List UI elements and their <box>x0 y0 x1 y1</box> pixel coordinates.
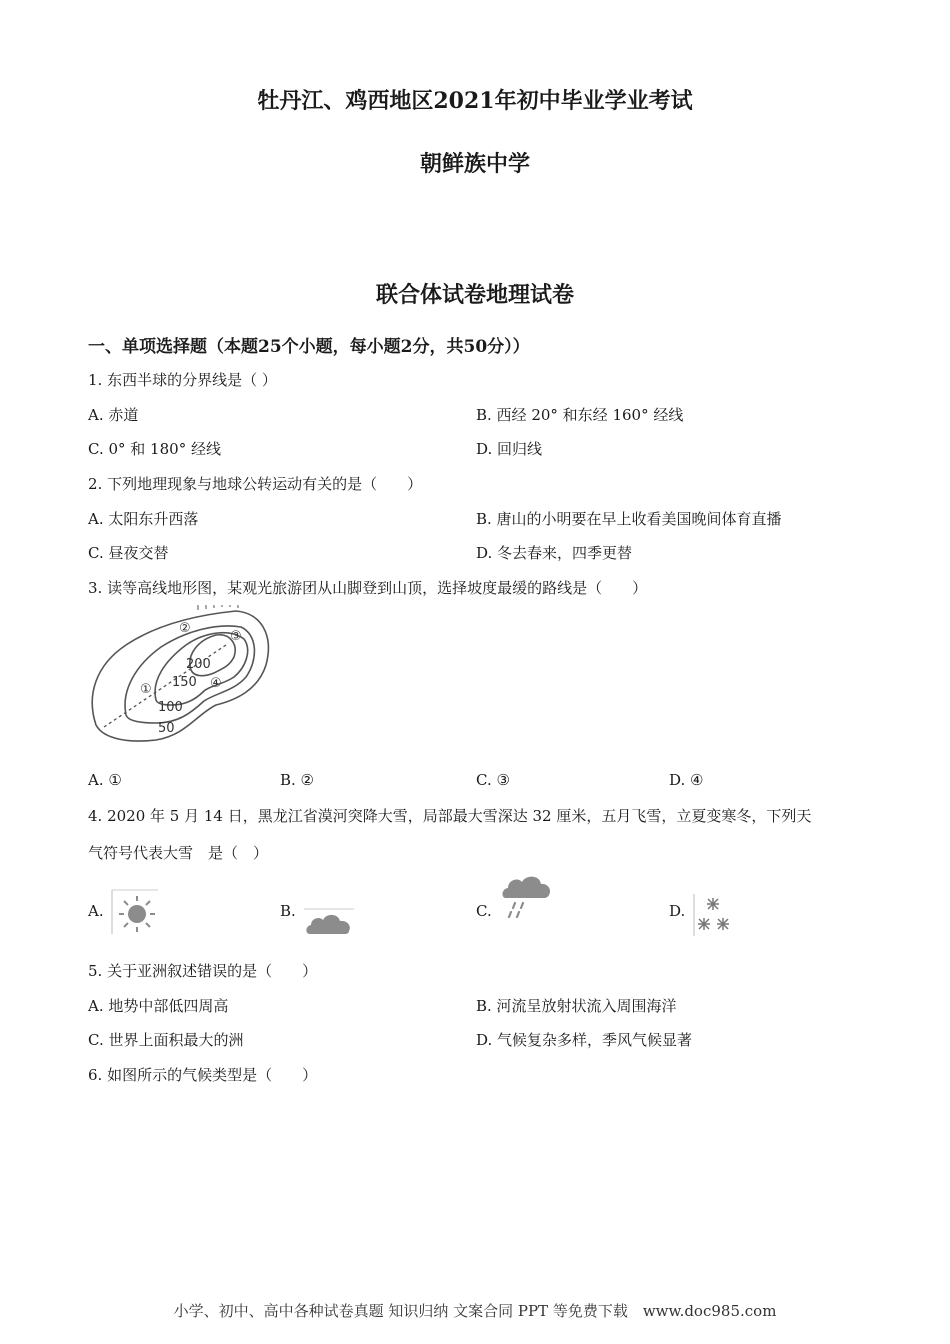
contour-label-150: 150 <box>172 675 197 690</box>
contour-label-200: 200 <box>186 657 211 672</box>
q5-option-a: A. 地势中部低四周高 <box>88 997 229 1015</box>
q5-option-b: B. 河流呈放射状流入周围海洋 <box>476 997 677 1015</box>
section-heading: 一、单项选择题（本题25个小题，每小题2分，共50分）） <box>88 337 530 357</box>
question-4-stem-line2: 气符号代表大雪 是（ ） <box>88 844 269 862</box>
snow-icon <box>692 892 736 938</box>
q2-option-d: D. 冬去春来，四季更替 <box>476 544 633 562</box>
sun-icon <box>110 888 162 936</box>
q4-option-c: C. <box>476 902 492 920</box>
cloud-icon <box>302 905 356 937</box>
q4-option-d: D. <box>669 902 686 920</box>
q3-option-a: A. ① <box>88 771 122 789</box>
school-name: 朝鲜族中学 <box>419 151 530 177</box>
q5-option-d: D. 气候复杂多样，季风气候显著 <box>476 1031 693 1049</box>
q4-option-a: A. <box>88 902 104 920</box>
q5-option-c: C. 世界上面积最大的洲 <box>88 1031 244 1049</box>
footer-text: 小学、初中、高中各种试卷真题 知识归纳 文案合同 PPT 等免费下载 www.doc985.com <box>173 1302 777 1320</box>
paper-title: 联合体试卷地理试卷 <box>375 282 574 308</box>
q1-option-d: D. 回归线 <box>476 440 543 458</box>
contour-map <box>86 605 276 745</box>
route-marker-3: ③ <box>230 629 242 644</box>
q1-option-c: C. 0° 和 180° 经线 <box>88 440 221 458</box>
q3-option-c: C. ③ <box>476 771 510 789</box>
contour-label-100: 100 <box>158 700 183 715</box>
question-2-stem: 2. 下列地理现象与地球公转运动有关的是（ ） <box>88 475 423 493</box>
exam-title: 牡丹江、鸡西地区2021年初中毕业学业考试 <box>257 88 693 114</box>
contour-label-50: 50 <box>158 721 175 736</box>
q2-option-b: B. 唐山的小明要在早上收看美国晚间体育直播 <box>476 510 782 528</box>
q3-option-b: B. ② <box>280 771 315 789</box>
question-3-stem: 3. 读等高线地形图，某观光旅游团从山脚登到山顶，选择坡度最缓的路线是（ ） <box>88 579 648 597</box>
rain-cloud-icon <box>500 872 552 922</box>
q1-option-b: B. 西经 20° 和东经 160° 经线 <box>476 406 684 424</box>
q2-option-a: A. 太阳东升西落 <box>88 510 199 528</box>
q1-option-a: A. 赤道 <box>88 406 139 424</box>
question-4-stem-line1: 4. 2020 年 5 月 14 日，黑龙江省漠河突降大雪，局部最大雪深达 32 厘米，五月飞雪，立夏变寒冬，下列天 <box>88 807 812 825</box>
question-5-stem: 5. 关于亚洲叙述错误的是（ ） <box>88 962 318 980</box>
route-marker-4: ④ <box>210 676 222 691</box>
q4-option-b: B. <box>280 902 296 920</box>
question-1-stem: 1. 东西半球的分界线是（ ） <box>88 371 277 389</box>
q3-option-d: D. ④ <box>669 771 704 789</box>
question-6-stem: 6. 如图所示的气候类型是（ ） <box>88 1066 318 1084</box>
q2-option-c: C. 昼夜交替 <box>88 544 169 562</box>
route-marker-1: ① <box>140 682 152 697</box>
route-marker-2: ② <box>179 621 191 636</box>
